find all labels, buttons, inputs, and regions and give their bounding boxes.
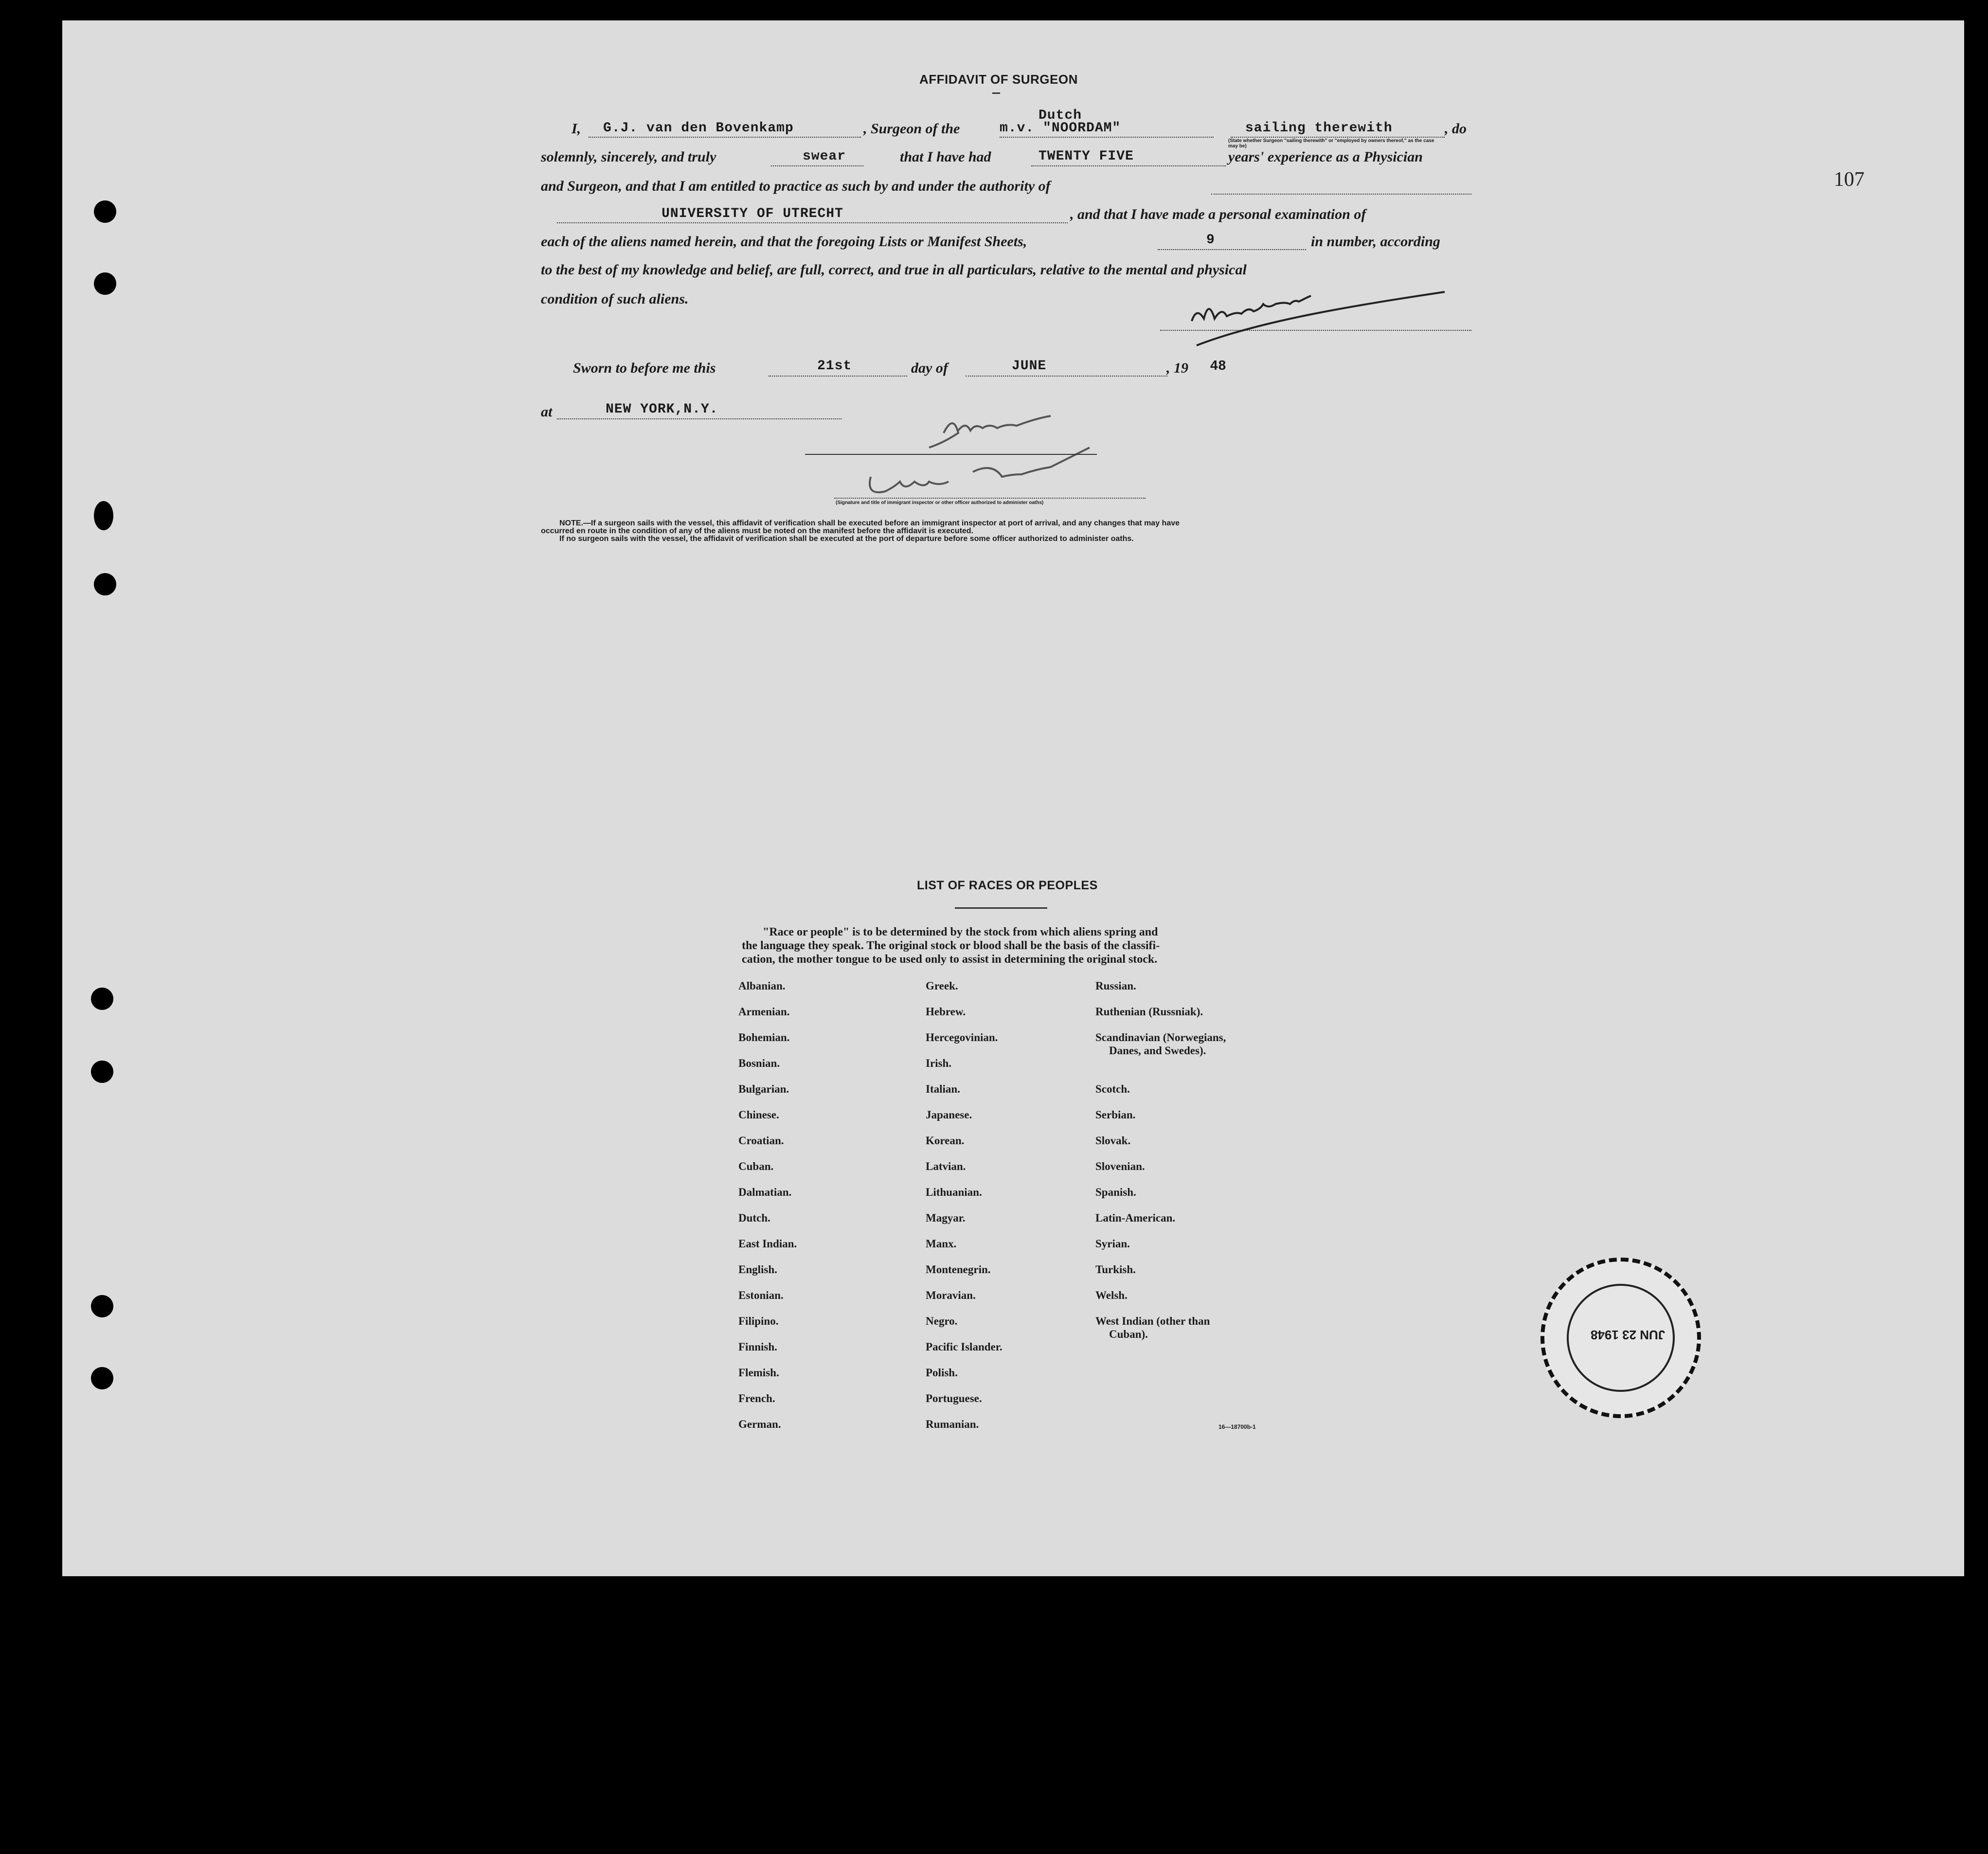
race-item: Dutch. — [738, 1212, 770, 1224]
sworn-place: NEW YORK,N.Y. — [606, 402, 718, 417]
surgeon-signature — [1187, 287, 1450, 355]
affidavit-line4: , and that I have made a personal examination of — [1070, 206, 1366, 222]
place-line — [557, 418, 842, 419]
day-line — [769, 376, 907, 377]
nationality: Dutch — [1039, 108, 1082, 123]
sworn-prefix: Sworn to before me this — [573, 360, 716, 376]
race-item: Scotch. — [1095, 1083, 1130, 1095]
authority-line — [557, 222, 1068, 223]
race-item: Serbian. — [1095, 1109, 1136, 1121]
inspector-line — [805, 454, 1097, 455]
race-item: Dalmatian. — [738, 1186, 792, 1198]
race-item: Lithuanian. — [926, 1186, 982, 1198]
races-title-rule — [955, 907, 1047, 909]
affidavit-line1-i: I, — [572, 121, 581, 137]
authority-line-a — [1211, 194, 1471, 195]
race-item: Armenian. — [738, 1006, 790, 1018]
punch-hole — [91, 1295, 113, 1317]
sailing-status: sailing therewith — [1245, 121, 1393, 136]
sworn-at: at — [541, 404, 553, 420]
race-item: Pacific Islander. — [926, 1341, 1003, 1353]
race-item: Finnish. — [738, 1341, 777, 1353]
affidavit-line3: and Surgeon, and that I am entitled to practice as such by and under the authority of — [541, 178, 1051, 194]
race-item: English. — [738, 1263, 777, 1276]
inspector-title-line — [834, 498, 1146, 499]
race-item: Slovenian. — [1095, 1160, 1145, 1172]
oath-line — [771, 165, 863, 166]
race-item: Latvian. — [926, 1160, 966, 1172]
manifest-sheet-count: 9 — [1206, 233, 1215, 248]
race-item: Negro. — [926, 1315, 958, 1327]
races-title: LIST OF RACES OR PEOPLES — [917, 879, 1098, 892]
affidavit-line2-a: solemnly, sincerely, and truly — [541, 149, 716, 165]
race-item: Syrian. — [1095, 1238, 1130, 1250]
race-item: French. — [738, 1392, 775, 1404]
form-number: 16—18700b-1 — [1218, 1423, 1256, 1430]
race-item: Slovak. — [1095, 1134, 1131, 1147]
affidavit-line2-c: years' experience as a Physician — [1228, 149, 1423, 165]
race-item: Bosnian. — [738, 1057, 780, 1069]
note-line-2: occurred en route in the condition of any of the aliens must be noted on the manifest before the affidavit is executed. — [541, 527, 974, 535]
race-item: Welsh. — [1095, 1289, 1128, 1301]
races-intro-1: "Race or people" is to be determined by the stock from which aliens spring and — [763, 926, 1158, 938]
punch-hole — [94, 200, 116, 223]
signature-caption: (Signature and title of immigrant inspector or other officer authorized to administer oaths) — [836, 500, 1044, 505]
race-item: Croatian. — [738, 1134, 784, 1147]
race-item: Manx. — [926, 1238, 957, 1250]
race-item: Moravian. — [926, 1289, 976, 1301]
page-number: 107 — [1834, 168, 1864, 191]
race-item: Cuban. — [738, 1160, 774, 1172]
sailing-line — [1231, 137, 1445, 138]
race-item: Portuguese. — [926, 1392, 982, 1404]
affidavit-line2-b: that I have had — [900, 149, 991, 165]
date-stamp — [1540, 1258, 1701, 1418]
sworn-month: JUNE — [1012, 359, 1047, 374]
race-item: Rumanian. — [926, 1418, 979, 1430]
vessel-line — [1000, 137, 1214, 138]
authority-name: UNIVERSITY OF UTRECHT — [662, 206, 843, 221]
race-item: Montenegrin. — [926, 1263, 991, 1276]
sworn-year-prefix: , 19 — [1166, 360, 1188, 376]
affidavit-title: AFFIDAVIT OF SURGEON — [919, 72, 1078, 87]
stamp-date: JUN 23 1948 — [1591, 1328, 1666, 1342]
affidavit-line6: to the best of my knowledge and belief, are full, correct, and true in all particulars, relative to the mental and physical — [541, 262, 1247, 278]
races-intro-3: cation, the mother tongue to be used only to assist in determining the original stock. — [742, 953, 1158, 966]
race-item: Polish. — [926, 1367, 958, 1379]
note-line-3: If no surgeon sails with the vessel, the affidavit of verification shall be executed at the port of departure before some officer authorized to administer oaths. — [559, 535, 1134, 543]
race-item: Latin-American. — [1095, 1212, 1176, 1224]
sworn-day-of: day of — [911, 360, 948, 376]
affidavit-line5-a: each of the aliens named herein, and that the foregoing Lists or Manifest Sheets, — [541, 234, 1027, 250]
surgeon-name-line — [589, 137, 861, 138]
race-item: Italian. — [926, 1083, 960, 1095]
race-item: Magyar. — [926, 1212, 966, 1224]
affidavit-line7: condition of such aliens. — [541, 291, 689, 307]
surgeon-name: G.J. van den Bovenkamp — [603, 121, 794, 136]
punch-hole — [94, 573, 116, 595]
race-item: German. — [738, 1418, 781, 1430]
race-item: Hercegovinian. — [926, 1031, 998, 1044]
race-item: Irish. — [926, 1057, 952, 1069]
race-item: Spanish. — [1095, 1186, 1136, 1198]
punch-hole — [91, 988, 113, 1010]
sworn-day: 21st — [817, 359, 852, 374]
race-item: Chinese. — [738, 1109, 779, 1121]
race-item: Korean. — [926, 1134, 965, 1147]
punch-hole — [91, 1061, 113, 1083]
race-item: Flemish. — [738, 1367, 779, 1379]
years-experience: TWENTY FIVE — [1039, 149, 1134, 164]
punch-hole — [94, 272, 116, 295]
race-item: Filipino. — [738, 1315, 779, 1327]
race-item: Ruthenian (Russniak). — [1095, 1006, 1203, 1018]
affidavit-line1-do: , do — [1445, 121, 1467, 137]
race-item: Danes, and Swedes). — [1109, 1044, 1206, 1057]
punch-hole — [94, 501, 113, 530]
race-item: West Indian (other than — [1095, 1315, 1210, 1327]
race-item: East Indian. — [738, 1238, 797, 1250]
race-item: Russian. — [1095, 980, 1136, 992]
race-item: Estonian. — [738, 1289, 784, 1301]
race-item: Scandinavian (Norwegians, — [1095, 1031, 1226, 1044]
affidavit-line5-b: in number, according — [1311, 234, 1440, 250]
month-line — [966, 376, 1167, 377]
title-rule — [992, 92, 1000, 94]
race-item: Cuban). — [1109, 1328, 1148, 1340]
note-line-1: NOTE.—If a surgeon sails with the vessel, this affidavit of verification shall be executed before an immigrant inspector at port of arrival, and any changes that may have — [559, 519, 1180, 527]
sworn-year-suffix: 48 — [1210, 358, 1227, 373]
surgeon-of-text: , Surgeon of the — [863, 121, 960, 137]
races-intro-2: the language they speak. The original stock or blood shall be the basis of the classifi- — [742, 939, 1160, 952]
race-item: Bulgarian. — [738, 1083, 789, 1095]
race-item: Bohemian. — [738, 1031, 790, 1044]
race-item: Hebrew. — [926, 1006, 966, 1018]
oath-word: swear — [803, 149, 846, 164]
race-item: Albanian. — [738, 980, 786, 992]
vessel-name: m.v. "NOORDAM" — [1000, 121, 1121, 136]
race-item: Greek. — [926, 980, 958, 992]
sheets-line — [1158, 249, 1306, 250]
inspector-signature — [827, 404, 1197, 506]
years-line — [1031, 165, 1226, 166]
sailing-note: (State whether Surgeon "sailing therewith" or "employed by owners thereof," as the case may be) — [1228, 138, 1434, 149]
race-item: Japanese. — [926, 1109, 972, 1121]
punch-hole — [91, 1367, 113, 1389]
race-item: Turkish. — [1095, 1263, 1136, 1276]
